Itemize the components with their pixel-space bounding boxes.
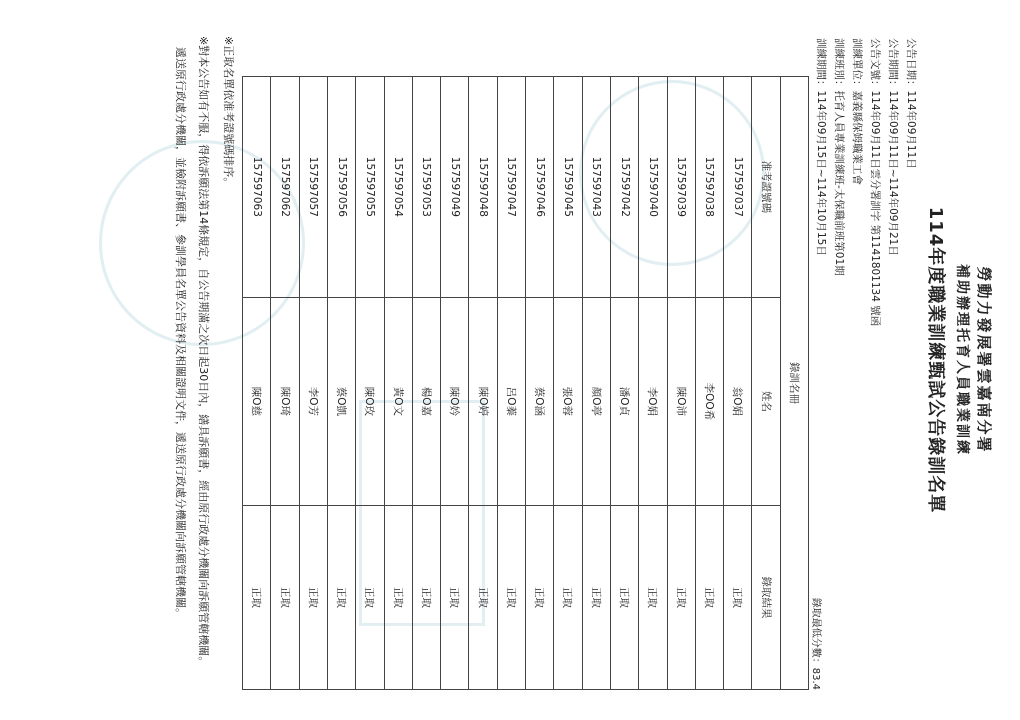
result: 正取 [695, 506, 723, 690]
exam-number: 157597043 [582, 77, 610, 298]
col-header-result: 錄取結果 [752, 506, 780, 690]
exam-number: 157597056 [327, 77, 355, 298]
document-title: 114年度職業訓練甄試公告錄訓名單 [925, 206, 946, 514]
result: 正取 [441, 506, 469, 690]
table-row [695, 77, 723, 690]
trainee-name: 顏O葶 [582, 297, 610, 505]
trainee-name: 陳O琦 [271, 297, 299, 505]
table-row [610, 77, 638, 690]
table-row [441, 77, 469, 690]
result: 正取 [327, 506, 355, 690]
table-row [327, 77, 355, 690]
trainee-name: 陳O婷 [469, 297, 497, 505]
table-row [384, 77, 412, 690]
announce-date: 公告日期：114年09月11日 [905, 38, 917, 169]
trainee-name: 呂O蓁 [497, 297, 525, 505]
result: 正取 [243, 506, 271, 690]
program-name: 補助辦理托育人員職業訓練 [954, 264, 970, 456]
table-row [582, 77, 610, 690]
exam-number: 157597047 [497, 77, 525, 298]
exam-number: 157597054 [384, 77, 412, 298]
table-row [497, 77, 525, 690]
training-class: 訓練班別：托育人員專業訓練班-太保職前班第01期 [833, 38, 845, 276]
table-row [243, 77, 271, 690]
trainee-name: 張O蓉 [554, 297, 582, 505]
table-group-header: 錄訓名冊 [780, 77, 808, 690]
document-page [15, 20, 1005, 700]
result: 正取 [384, 506, 412, 690]
trainee-name: 蔡O凱 [327, 297, 355, 505]
table-row [554, 77, 582, 690]
exam-number: 157597042 [610, 77, 638, 298]
result: 正取 [526, 506, 554, 690]
result: 正取 [639, 506, 667, 690]
training-period: 訓練期間：114年09月15日~114年10月15日 [815, 38, 827, 256]
note-sort-order: ※正取名單依准考證號碼排序。 [222, 36, 235, 189]
table-row [469, 77, 497, 690]
result: 正取 [469, 506, 497, 690]
table-row [356, 77, 384, 690]
trainee-name: 潘O貞 [610, 297, 638, 505]
trainee-name: 陳O玫 [356, 297, 384, 505]
table-row [667, 77, 695, 690]
result: 正取 [412, 506, 440, 690]
exam-number: 157597040 [639, 77, 667, 298]
result: 正取 [271, 506, 299, 690]
exam-number: 157597055 [356, 77, 384, 298]
col-header-exam-number: 准考證號碼 [752, 77, 780, 298]
note-appeal-continued: 遞送原行政處分機關，並檢附訴願書、參訓學員名單公告資料及相關證明文件，遞送原行政處分機關向訴願管轄機關。 [174, 36, 187, 619]
table-row [526, 77, 554, 690]
training-unit: 訓練單位：嘉義縣保姆職業工會 [851, 38, 863, 185]
result: 正取 [299, 506, 327, 690]
exam-number: 157597053 [412, 77, 440, 298]
exam-number: 157597037 [724, 77, 752, 298]
result: 正取 [356, 506, 384, 690]
table-row [724, 77, 752, 690]
table-row [271, 77, 299, 690]
exam-number: 157597048 [469, 77, 497, 298]
trainee-name: 翁O娟 [724, 297, 752, 505]
announce-doc-number: 公告文號：114年09月11日雲分署訓字 第1141801134 號函 [869, 38, 881, 327]
trainee-name: 李O芳 [299, 297, 327, 505]
table-row [412, 77, 440, 690]
result: 正取 [582, 506, 610, 690]
result: 正取 [724, 506, 752, 690]
result: 正取 [497, 506, 525, 690]
exam-number: 157597063 [243, 77, 271, 298]
trainee-name: 陳O慈 [243, 297, 271, 505]
trainee-name: 陳O妗 [441, 297, 469, 505]
table-row [639, 77, 667, 690]
result: 正取 [610, 506, 638, 690]
result: 正取 [554, 506, 582, 690]
table-row [299, 77, 327, 690]
cutoff-score: 錄取最低分數：83.4 [810, 597, 821, 690]
trainee-name: 蔡O涵 [526, 297, 554, 505]
exam-number: 157597039 [667, 77, 695, 298]
col-header-name: 姓名 [752, 297, 780, 505]
exam-number: 157597038 [695, 77, 723, 298]
announce-period: 公告期間：114年09月11日~114年09月21日 [887, 38, 899, 256]
org-name: 勞動力發展署雲嘉南分署 [975, 266, 993, 454]
trainee-name: 李O娟 [639, 297, 667, 505]
roster-table [242, 76, 809, 690]
note-appeal: ※對本公告如有不服，得依訴願法第14條規定，自公告期滿之次日起30日內，繕具訴願書，經由原行政處分機關向訴願管轄機關。 [197, 36, 210, 668]
exam-number: 157597046 [526, 77, 554, 298]
exam-number: 157597045 [554, 77, 582, 298]
result: 正取 [667, 506, 695, 690]
exam-number: 157597049 [441, 77, 469, 298]
exam-number: 157597062 [271, 77, 299, 298]
trainee-name: 李OO希 [695, 297, 723, 505]
trainee-name: 黃O文 [384, 297, 412, 505]
trainee-name: 陳O沛 [667, 297, 695, 505]
trainee-name: 楊O嘉 [412, 297, 440, 505]
exam-number: 157597057 [299, 77, 327, 298]
